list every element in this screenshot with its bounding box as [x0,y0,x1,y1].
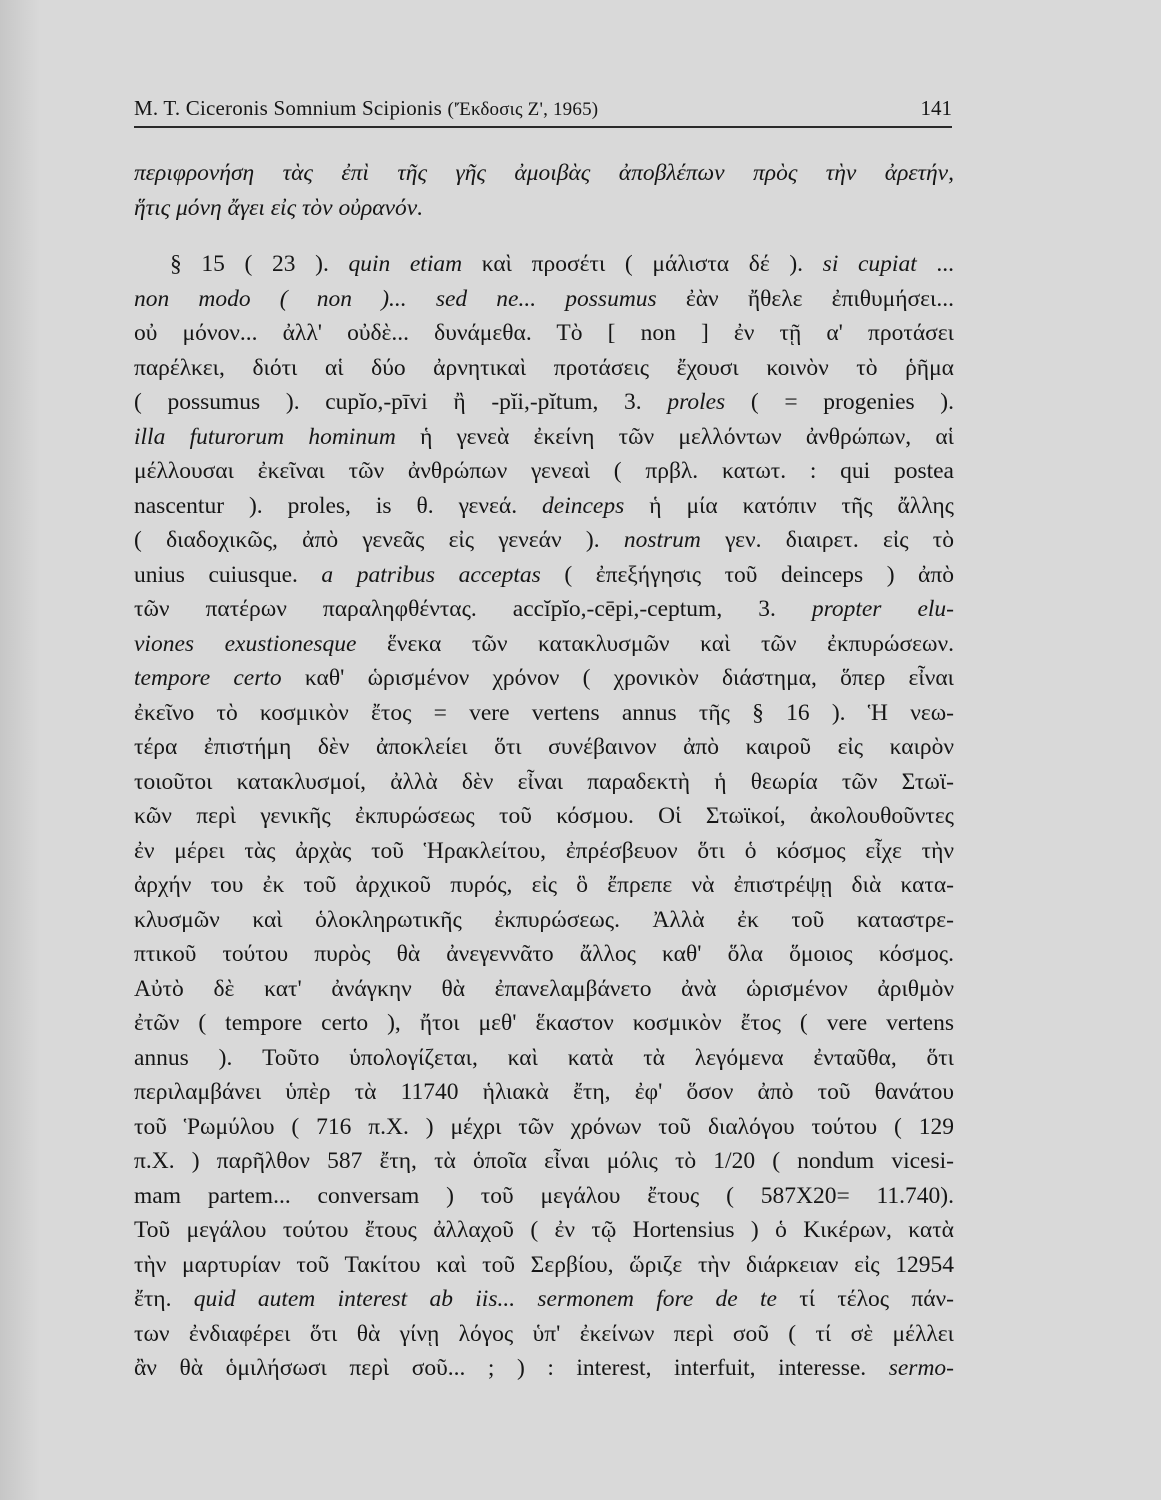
gloss-text: καθ' ὡρισμένον χρόνον ( χρονικὸν διάστημα, ὅπερ εἶναι [281,665,954,691]
gloss-text: τί τέλος πάν- [776,1286,955,1312]
commentary-line [134,1110,954,1145]
commentary-line [134,1317,954,1352]
gloss-text: ἂν θὰ ὁμιλήσωσι περὶ σοῦ... ; ) : interest, interfuit, interesse. [134,1355,889,1381]
gloss-text: ( possumus ). cupĭo,-pīvi ἢ -pĭi,-pĭtum, 3. [134,389,668,415]
latin-lemma: a patribus acceptas [321,561,541,588]
paragraph-gap [134,225,954,247]
commentary-line [134,1213,954,1248]
commentary-line [134,454,954,489]
latin-lemma: nostrum [623,527,701,553]
edition-note: ('Έκδοσις Ζ', 1965) [447,99,599,120]
commentary-line [134,765,954,800]
commentary-line [134,523,954,558]
latin-lemma: tempore certo [134,665,282,691]
gloss-text: παρέλκει, διότι αἱ δύο ἀρνητικαὶ προτάσεις ἔχουσι κοινὸν τὸ ῥῆμα [134,354,954,381]
commentary-line [134,834,954,869]
commentary-line [134,1282,954,1317]
book-title: M. T. Ciceronis Somnium Scipionis [134,96,443,120]
gloss-text: περιλαμβάνει ὑπὲρ τὰ 11740 ἡλιακὰ ἔτη, ἐφ' ὅσον ἀπὸ τοῦ θανάτου [134,1079,954,1105]
gloss-text: ἐν μέρει τὰς ἀρχὰς τοῦ Ἡρακλείτου, ἐπρέσβευον ὅτι ὁ κόσμος εἶχε τὴν [134,837,954,864]
commentary-line [134,1006,954,1041]
page-edge-shadow [0,0,40,1500]
gloss-text: ἀρχήν του ἐκ τοῦ ἀρχικοῦ πυρός, εἰς ὃ ἔπρεπε νὰ ἐπιστρέψῃ διὰ κατα- [134,872,954,898]
commentary-line [134,351,954,386]
latin-lemma: si cupiat [822,251,917,277]
latin-lemma: quid autem interest ab iis... sermonem fore de te [193,1286,777,1312]
gloss-text: τοιοῦτοι κατακλυσμοί, ἀλλὰ δὲν εἶναι παραδεκτὴ ἡ θεωρία τῶν Στωϊ- [134,768,954,795]
latin-lemma: viones exustionesque [134,630,357,657]
latin-lemma: sermo- [888,1355,954,1381]
gloss-text: ( = progenies ). [725,389,955,415]
commentary-line [134,661,954,696]
commentary-line [134,489,954,524]
gloss-text: ... [916,251,954,277]
gloss-text: οὐ μόνον... ἀλλ' οὐδὲ... δυνάμεθα. Τὸ [ non ] ἐν τῇ α' προτάσει [134,320,954,346]
latin-lemma: propter elu- [811,596,954,622]
gloss-text: unius cuiusque. [134,561,322,588]
gloss-text: τοῦ Ῥωμύλου ( 716 π.Χ. ) μέχρι τῶν χρόνων τοῦ διαλόγου τούτου ( 129 [134,1113,954,1140]
page-number: 141 [920,96,952,120]
gloss-text: ἡ γενεὰ ἐκείνη τῶν μελλόντων ἀνθρώπων, αἱ [395,423,954,450]
latin-lemma: proles [667,389,726,415]
commentary-line [134,1144,954,1179]
gloss-text: ( διαδοχικῶς, ἀπὸ γενεᾶς εἰς γενεάν ). [134,527,624,553]
gloss-text: πτικοῦ τούτου πυρὸς θὰ ἀνεγεννᾶτο ἄλλος καθ' ὅλα ὅμοιος κόσμος. [134,941,954,967]
gloss-text: annus ). Τοῦτο ὑπολογίζεται, καὶ κατὰ τὰ λεγόμενα ἐνταῦθα, ὅτι [134,1044,954,1071]
commentary-line [134,1351,954,1386]
gloss-text: κλυσμῶν καὶ ὁλοκληρωτικῆς ἐκπυρώσεως. Ἀλλὰ ἐκ τοῦ καταστρε- [134,906,954,933]
gloss-text: γεν. διαιρετ. εἰς τὸ [700,527,954,553]
gloss-text: § 15 ( 23 ). [170,251,349,277]
gloss-text: Τοῦ μεγάλου τούτου ἔτους ἀλλαχοῦ ( ἐν τῷ Hortensius ) ὁ Κικέρων, κατὰ [134,1217,954,1243]
gloss-text: ἔτη. [134,1286,194,1312]
commentary-line [134,558,954,593]
commentary-line [134,627,954,662]
gloss-text: καὶ προσέτι ( μάλιστα δέ ). [462,251,823,277]
latin-lemma: non modo ( non )... sed ne... possumus [134,285,657,312]
gloss-text: μέλλουσαι ἐκεῖναι τῶν ἀνθρώπων γενεαὶ ( πρβλ. κατωτ. : qui postea [134,458,954,484]
commentary-line [134,592,954,627]
intro-line: ἥτις μόνη ἄγει εἰς τὸν οὐρανόν. [134,194,424,221]
commentary-line [134,385,954,420]
commentary-line [134,799,954,834]
gloss-text: nascentur ). proles, is θ. γενεά. [134,492,543,519]
commentary-paragraph [134,247,954,1386]
latin-lemma: deinceps [542,492,625,519]
gloss-text: ( ἐπεξήγησις τοῦ deinceps ) ἀπὸ [540,561,954,588]
commentary-line [134,247,954,282]
gloss-text: ἕνεκα τῶν κατακλυσμῶν καὶ τῶν ἐκπυρώσεων. [356,630,954,657]
commentary-line [134,972,954,1007]
commentary-line [134,1041,954,1076]
gloss-text: mam partem... conversam ) τοῦ μεγάλου ἔτους ( 587Χ20= 11.740). [134,1182,954,1209]
commentary-line [134,282,954,317]
latin-lemma: illa futurorum hominum [134,423,396,450]
gloss-text: τῶν πατέρων παραληφθέντας. accĭpĭo,-cēpi,-ceptum, 3. [134,596,812,622]
intro-line: περιφρονήση τὰς ἐπὶ τῆς γῆς ἀμοιβὰς ἀποβλέπων πρὸς τὴν ἀρετήν, [134,160,954,186]
commentary-line [134,1248,954,1283]
running-header [134,96,952,128]
gloss-text: κῶν περὶ γενικῆς ἐκπυρώσεως τοῦ κόσμου. Οἱ Στωϊκοί, ἀκολουθοῦντες [134,803,954,829]
gloss-text: ἐκεῖνο τὸ κοσμικὸν ἔτος = vere vertens annus τῆς § 16 ). Ἡ νεω- [134,699,954,726]
commentary-line [134,420,954,455]
commentary-line [134,1075,954,1110]
gloss-text: τὴν μαρτυρίαν τοῦ Τακίτου καὶ τοῦ Σερβίου, ὥριζε τὴν διάρκειαν εἰς 12954 [134,1251,954,1278]
commentary-line [134,937,954,972]
page-body [134,156,954,1386]
commentary-line [134,316,954,351]
intro-passage [134,156,954,225]
commentary-line [134,903,954,938]
gloss-text: ἡ μία κατόπιν τῆς ἄλλης [624,492,954,519]
commentary-line [134,730,954,765]
gloss-text: τέρα ἐπιστήμη δὲν ἀποκλείει ὅτι συνέβαινον ἀπὸ καιροῦ εἰς καιρὸν [134,734,954,760]
header-title [134,96,598,121]
gloss-text: ἐὰν ἤθελε ἐπιθυμήσει... [656,285,954,312]
commentary-line [134,696,954,731]
latin-lemma: quin etiam [348,251,463,277]
gloss-text: των ἐνδιαφέρει ὅτι θὰ γίνῃ λόγος ὑπ' ἐκείνων περὶ σοῦ ( τί σὲ μέλλει [134,1320,954,1347]
gloss-text: ἐτῶν ( tempore certo ), ἤτοι μεθ' ἕκαστον κοσμικὸν ἔτος ( vere vertens [134,1010,954,1036]
commentary-line [134,1179,954,1214]
gloss-text: Αὐτὸ δὲ κατ' ἀνάγκην θὰ ἐπανελαμβάνετο ἀνὰ ὡρισμένον ἀριθμὸν [134,975,954,1002]
gloss-text: π.Χ. ) παρῆλθον 587 ἔτη, τὰ ὁποῖα εἶναι μόλις τὸ 1/20 ( nondum vicesi- [134,1148,954,1174]
commentary-line [134,868,954,903]
